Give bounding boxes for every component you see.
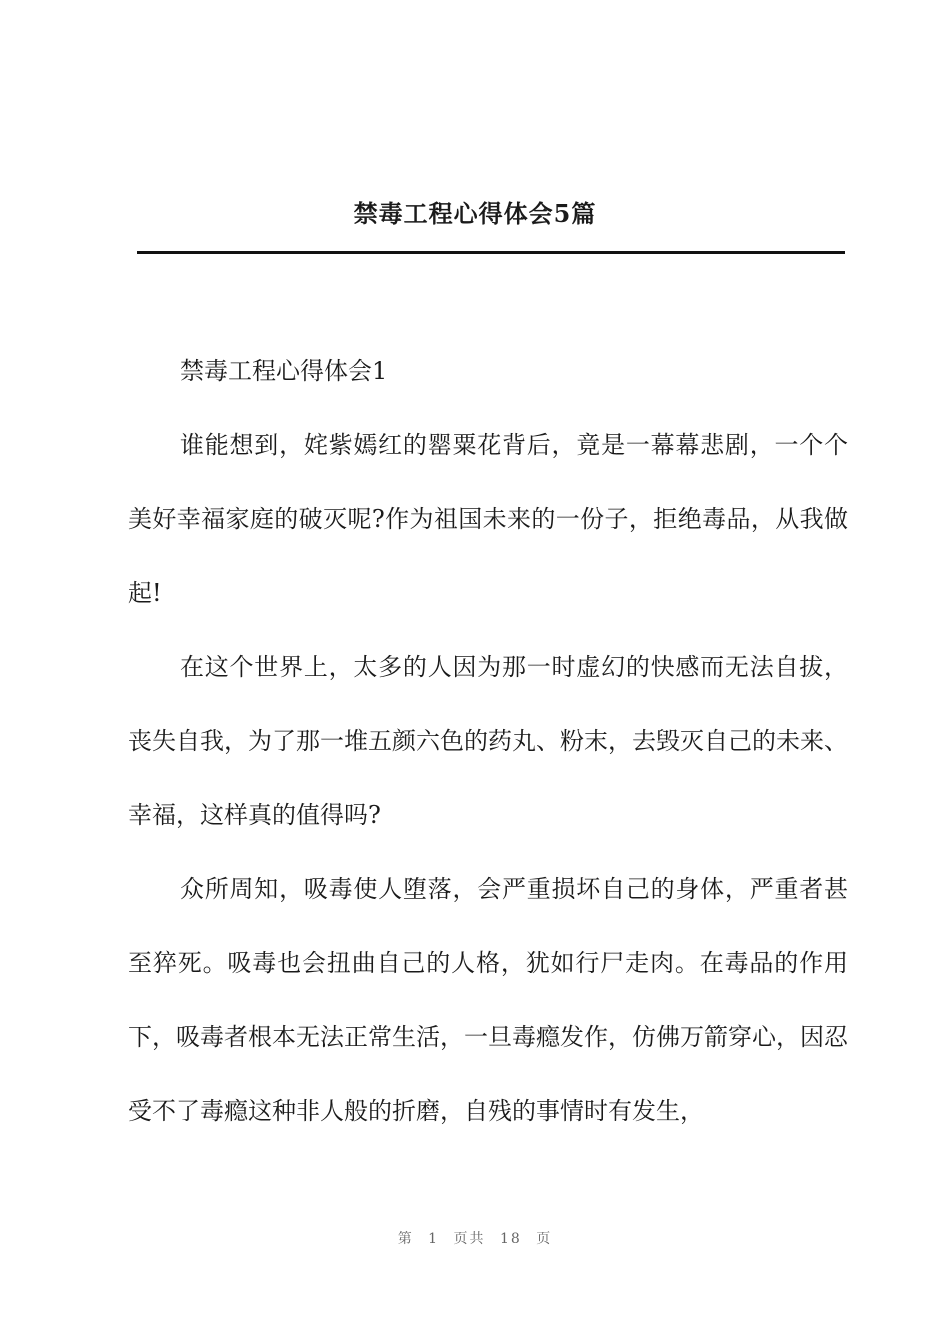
footer-label-end: 页 <box>536 1231 553 1247</box>
document-body <box>128 334 848 1148</box>
footer-total-pages: 18 <box>500 1231 522 1247</box>
paragraph-1: 谁能想到，姹紫嫣红的罂粟花背后，竟是一幕幕悲剧，一个个美好幸福家庭的破灭呢?作为祖国未来的一份子，拒绝毒品，从我做起! <box>128 431 848 607</box>
paragraph-3: 众所周知，吸毒使人堕落，会严重损坏自己的身体，严重者甚至猝死。吸毒也会扭曲自己的人格，犹如行尸走肉。在毒品的作用下，吸毒者根本无法正常生活，一旦毒瘾发作，仿佛万箭穿心，因忍受不了毒瘾这种非人般的折磨，自残的事情时有发生， <box>128 875 848 1125</box>
paragraph-2: 在这个世界上，太多的人因为那一时虚幻的快感而无法自拔，丧失自我，为了那一堆五颜六色的药丸、粉末，去毁灭自己的未来、幸福，这样真的值得吗? <box>128 653 848 829</box>
footer-label-of-total: 页共 <box>453 1231 486 1247</box>
page-footer <box>0 1228 950 1248</box>
title-divider <box>137 251 845 254</box>
section-heading: 禁毒工程心得体会1 <box>180 357 388 385</box>
footer-current-page: 1 <box>428 1231 440 1247</box>
page-title: 禁毒工程心得体会5篇 <box>353 199 597 228</box>
footer-label-page: 第 <box>397 1231 414 1247</box>
